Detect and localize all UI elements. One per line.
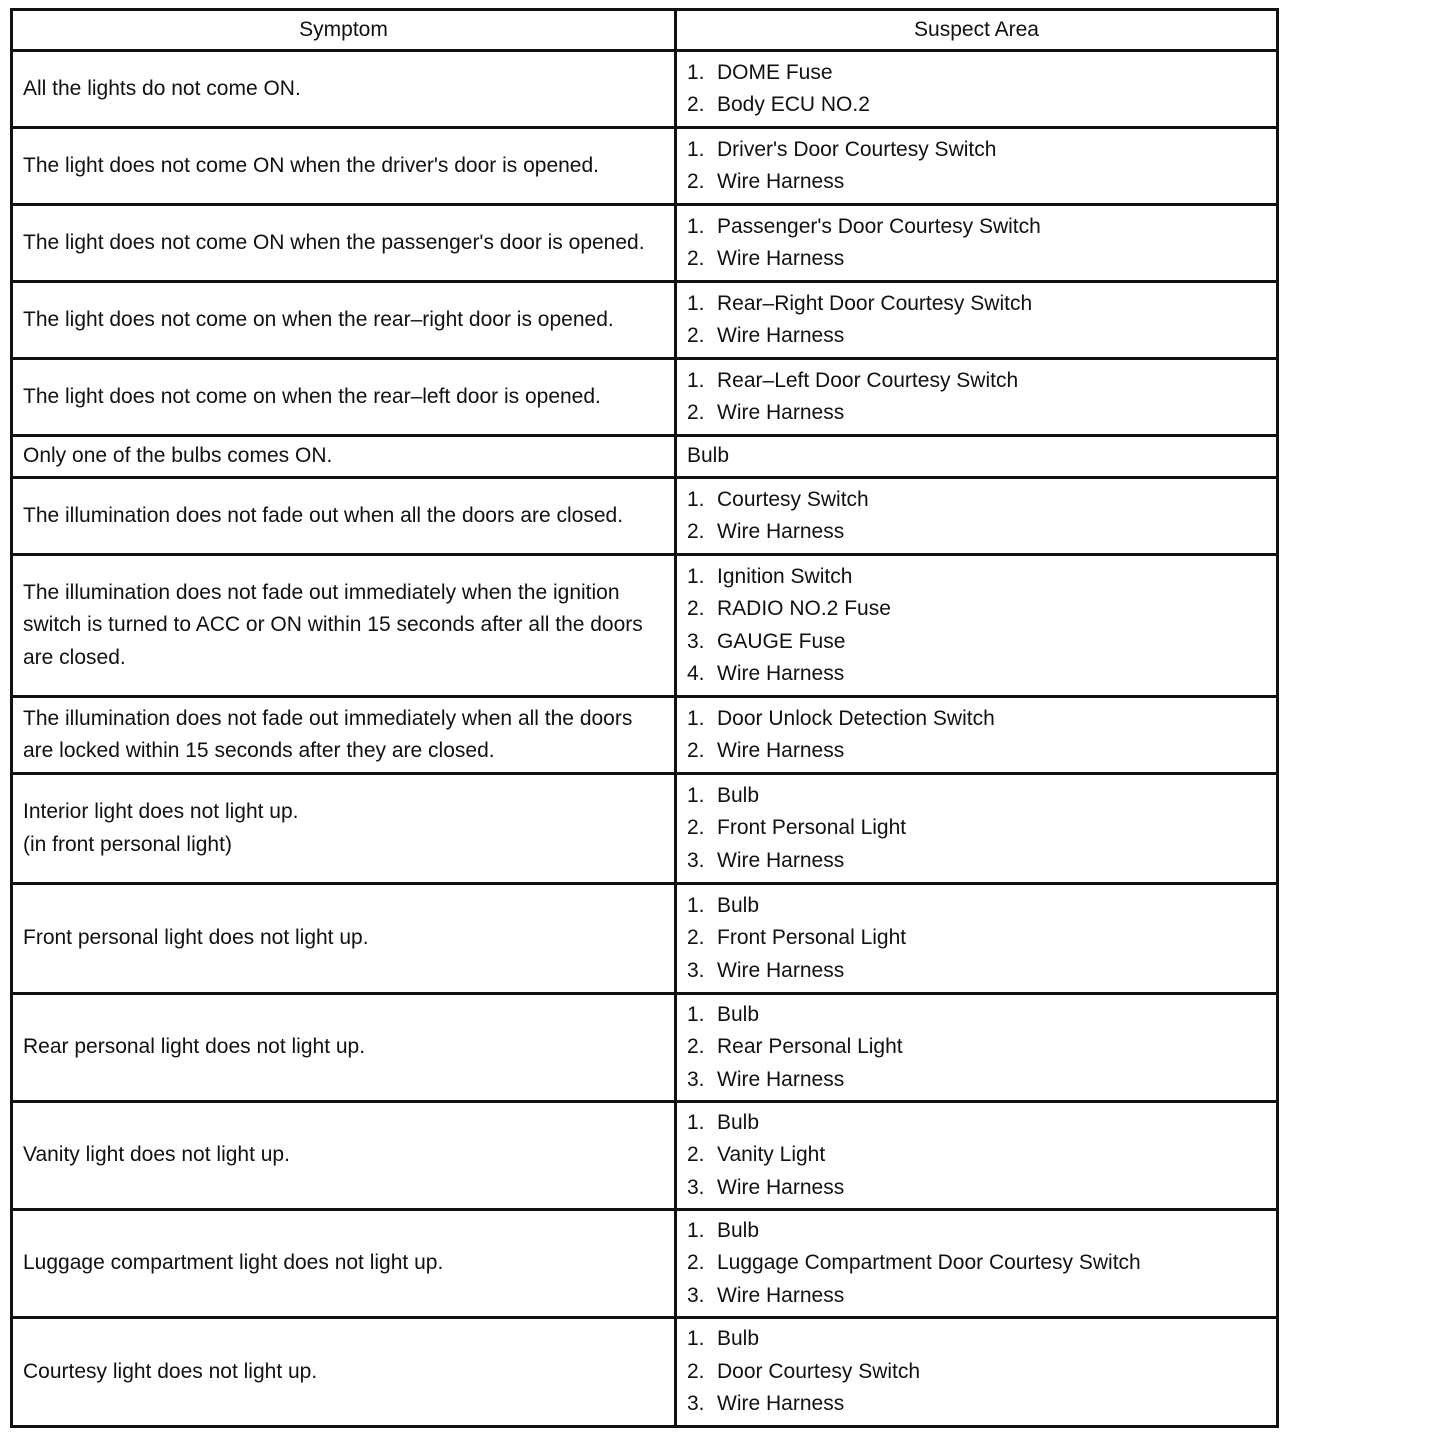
item-number: 1.: [687, 564, 705, 588]
table-row: [12, 555, 1278, 697]
item-text: Wire Harness: [717, 247, 845, 270]
list-item: [687, 57, 1266, 90]
list-item: [687, 735, 1266, 768]
suspect-area-cell: [676, 1210, 1278, 1318]
item-text: Passenger's Door Courtesy Switch: [717, 214, 1041, 238]
suspect-area-cell: [676, 359, 1278, 436]
item-text: Front Personal Light: [717, 816, 907, 840]
item-text: Bulb: [717, 1110, 760, 1134]
item-text: Luggage Compartment Door Courtesy Switch: [717, 1251, 1141, 1275]
table-row: [12, 774, 1278, 884]
item-number: 1.: [687, 1002, 705, 1026]
list-item: [687, 1107, 1266, 1140]
list-item: [687, 626, 1266, 659]
list-item: [687, 780, 1266, 813]
item-number: 1.: [687, 137, 705, 161]
item-number: 2.: [687, 1251, 705, 1275]
list-item: [687, 243, 1266, 276]
list-item: [687, 320, 1266, 353]
symptom-text: Interior light does not light up.: [23, 800, 299, 823]
item-number: 1.: [687, 1110, 705, 1134]
suspect-area-cell: [676, 1102, 1278, 1210]
item-text: Wire Harness: [717, 848, 845, 872]
item-text: Wire Harness: [717, 1283, 845, 1307]
item-number: 4.: [687, 662, 705, 685]
list-item: [687, 1215, 1266, 1248]
list-item: [687, 365, 1266, 398]
item-number: 1.: [687, 783, 705, 807]
item-number: 1.: [687, 214, 705, 238]
symptom-cell: [12, 478, 676, 555]
item-number: 1.: [687, 893, 705, 917]
suspect-area-list: [687, 1107, 1266, 1205]
symptom-text: (in front personal light): [23, 832, 232, 856]
item-text: Bulb: [717, 1218, 760, 1242]
item-number: 3.: [687, 958, 705, 982]
item-number: 3.: [687, 1283, 705, 1307]
item-text: Wire Harness: [717, 1392, 845, 1416]
list-item: [687, 166, 1266, 199]
suspect-area-list: [687, 57, 1266, 122]
item-text: Wire Harness: [717, 662, 845, 685]
item-text: Front Personal Light: [717, 926, 907, 950]
symptom-text: The light does not come on when the rear–right door is opened.: [23, 307, 614, 331]
item-text: Bulb: [717, 1002, 760, 1026]
list-item: [687, 516, 1266, 549]
list-item: [687, 1388, 1266, 1421]
symptom-text: Front personal light does not light up.: [23, 926, 369, 950]
list-item: [687, 1139, 1266, 1172]
item-number: 2.: [687, 324, 705, 347]
item-number: 2.: [687, 520, 705, 543]
list-item: [687, 658, 1266, 691]
suspect-area-cell: [676, 555, 1278, 697]
item-text: Wire Harness: [717, 170, 845, 193]
troubleshooting-table: [10, 8, 1279, 1428]
symptom-text: Rear personal light does not light up.: [23, 1035, 366, 1059]
item-text: DOME Fuse: [717, 60, 833, 84]
item-text: GAUGE Fuse: [717, 629, 846, 653]
symptom-text: Courtesy light does not light up.: [23, 1359, 318, 1383]
list-item: [687, 1172, 1266, 1205]
suspect-area-list: [687, 780, 1266, 878]
symptom-cell: [12, 555, 676, 697]
suspect-area-list: [687, 211, 1266, 276]
item-text: Wire Harness: [717, 520, 845, 543]
table-row: [12, 1210, 1278, 1318]
table-row: [12, 282, 1278, 359]
suspect-area-list: [687, 561, 1266, 691]
item-text: Wire Harness: [717, 401, 845, 424]
symptom-cell: [12, 1210, 676, 1318]
symptom-cell: [12, 1318, 676, 1427]
table-row: [12, 697, 1278, 774]
item-number: 2.: [687, 1143, 705, 1167]
symptom-cell: [12, 884, 676, 994]
symptom-text: Only one of the bulbs comes ON.: [23, 444, 333, 468]
item-number: 2.: [687, 597, 705, 620]
list-item: [687, 1247, 1266, 1280]
symptom-text: The illumination does not fade out immediately when the ignition switch is turned to ACC or ON within 15 seconds after all the doors are closed.: [23, 580, 643, 669]
table-row: [12, 884, 1278, 994]
table-body: [12, 51, 1278, 1427]
list-item: [687, 812, 1266, 845]
table-row: [12, 994, 1278, 1102]
item-number: 2.: [687, 1035, 705, 1059]
troubleshooting-table-container: [10, 8, 1276, 1428]
item-text: Bulb: [717, 783, 760, 807]
suspect-area-list: [687, 1323, 1266, 1421]
symptom-cell: [12, 51, 676, 128]
suspect-area-list: [687, 365, 1266, 430]
suspect-area-cell: [676, 697, 1278, 774]
list-item: [687, 89, 1266, 122]
suspect-area-list: [687, 1215, 1266, 1313]
list-item: [687, 999, 1266, 1032]
symptom-cell: [12, 282, 676, 359]
symptom-text: The illumination does not fade out immediately when all the doors are locked within 15 seconds after they are closed.: [23, 706, 633, 762]
list-item: [687, 955, 1266, 988]
symptom-cell: [12, 205, 676, 282]
suspect-area-list: [687, 134, 1266, 199]
list-item: [687, 211, 1266, 244]
symptom-cell: [12, 359, 676, 436]
suspect-area-list: [687, 890, 1266, 988]
suspect-area-cell: [676, 1318, 1278, 1427]
item-text: Bulb: [717, 893, 760, 917]
symptom-header: Symptom: [12, 10, 676, 51]
list-item: [687, 484, 1266, 517]
suspect-area-list: [687, 999, 1266, 1097]
list-item: [687, 922, 1266, 955]
suspect-area-cell: [676, 282, 1278, 359]
item-text: Vanity Light: [717, 1143, 826, 1167]
suspect-area-cell: [676, 51, 1278, 128]
list-item: [687, 1356, 1266, 1389]
list-item: [687, 561, 1266, 594]
list-item: [687, 397, 1266, 430]
list-item: [687, 440, 1266, 473]
item-text: Wire Harness: [717, 958, 845, 982]
item-number: 1.: [687, 1327, 705, 1351]
suspect-area-cell: [676, 205, 1278, 282]
item-text: Wire Harness: [717, 1175, 845, 1199]
item-text: Rear Personal Light: [717, 1035, 903, 1059]
item-number: 2.: [687, 93, 705, 116]
symptom-cell: [12, 994, 676, 1102]
symptom-text: All the lights do not come ON.: [23, 76, 301, 100]
list-item: [687, 1323, 1266, 1356]
item-text: RADIO NO.2 Fuse: [717, 597, 891, 620]
item-number: 3.: [687, 1392, 705, 1416]
item-text: Door Courtesy Switch: [717, 1359, 921, 1383]
item-text: Bulb: [687, 444, 730, 468]
symptom-text: The illumination does not fade out when all the doors are closed.: [23, 503, 624, 527]
list-item: [687, 1280, 1266, 1313]
list-item: [687, 1064, 1266, 1097]
symptom-cell: [12, 1102, 676, 1210]
symptom-cell: [12, 128, 676, 205]
suspect-area-cell: [676, 478, 1278, 555]
item-text: Body ECU NO.2: [717, 93, 870, 116]
item-number: 1.: [687, 1218, 705, 1242]
list-item: [687, 288, 1266, 321]
item-number: 1.: [687, 291, 705, 315]
list-item: [687, 593, 1266, 626]
table-row: [12, 478, 1278, 555]
item-number: 2.: [687, 247, 705, 270]
item-number: 2.: [687, 401, 705, 424]
symptom-text: The light does not come ON when the driver's door is opened.: [23, 153, 599, 177]
symptom-cell: [12, 436, 676, 478]
table-row: [12, 1318, 1278, 1427]
suspect-area-list: [687, 484, 1266, 549]
item-number: 1.: [687, 60, 705, 84]
list-item: [687, 1031, 1266, 1064]
item-number: 1.: [687, 706, 705, 730]
list-item: [687, 890, 1266, 923]
item-number: 1.: [687, 487, 705, 511]
list-item: [687, 703, 1266, 736]
item-text: Wire Harness: [717, 1067, 845, 1091]
item-number: 3.: [687, 1175, 705, 1199]
list-item: [687, 134, 1266, 167]
suspect-area-cell: [676, 128, 1278, 205]
symptom-cell: [12, 774, 676, 884]
item-number: 2.: [687, 926, 705, 950]
suspect-area-cell: [676, 884, 1278, 994]
item-text: Driver's Door Courtesy Switch: [717, 137, 997, 161]
item-text: Rear–Left Door Courtesy Switch: [717, 368, 1019, 392]
suspect-area-list: [687, 703, 1266, 768]
table-row: [12, 359, 1278, 436]
symptom-text: Luggage compartment light does not light up.: [23, 1251, 444, 1275]
item-number: 2.: [687, 170, 705, 193]
symptom-text: The light does not come on when the rear–left door is opened.: [23, 384, 601, 408]
item-text: Courtesy Switch: [717, 487, 869, 511]
table-row: [12, 51, 1278, 128]
header-row: [12, 10, 1278, 51]
item-text: Wire Harness: [717, 324, 845, 347]
symptom-text: The light does not come ON when the passenger's door is opened.: [23, 230, 645, 254]
item-text: Door Unlock Detection Switch: [717, 706, 995, 730]
symptom-cell: [12, 697, 676, 774]
item-text: Ignition Switch: [717, 564, 853, 588]
item-number: 1.: [687, 368, 705, 392]
item-number: 3.: [687, 629, 705, 653]
suspect-area-header: Suspect Area: [676, 10, 1278, 51]
suspect-area-cell: [676, 774, 1278, 884]
item-number: 3.: [687, 848, 705, 872]
item-number: 2.: [687, 1359, 705, 1383]
item-number: 2.: [687, 739, 705, 762]
list-item: [687, 845, 1266, 878]
table-row: [12, 205, 1278, 282]
symptom-text: Vanity light does not light up.: [23, 1143, 290, 1167]
item-text: Wire Harness: [717, 739, 845, 762]
item-number: 2.: [687, 816, 705, 840]
suspect-area-cell: [676, 436, 1278, 478]
suspect-area-list: [687, 288, 1266, 353]
table-row: [12, 128, 1278, 205]
suspect-area-cell: [676, 994, 1278, 1102]
item-text: Rear–Right Door Courtesy Switch: [717, 291, 1033, 315]
item-text: Bulb: [717, 1327, 760, 1351]
item-number: 3.: [687, 1067, 705, 1091]
suspect-area-list: [687, 440, 1266, 473]
table-row: [12, 436, 1278, 478]
table-row: [12, 1102, 1278, 1210]
